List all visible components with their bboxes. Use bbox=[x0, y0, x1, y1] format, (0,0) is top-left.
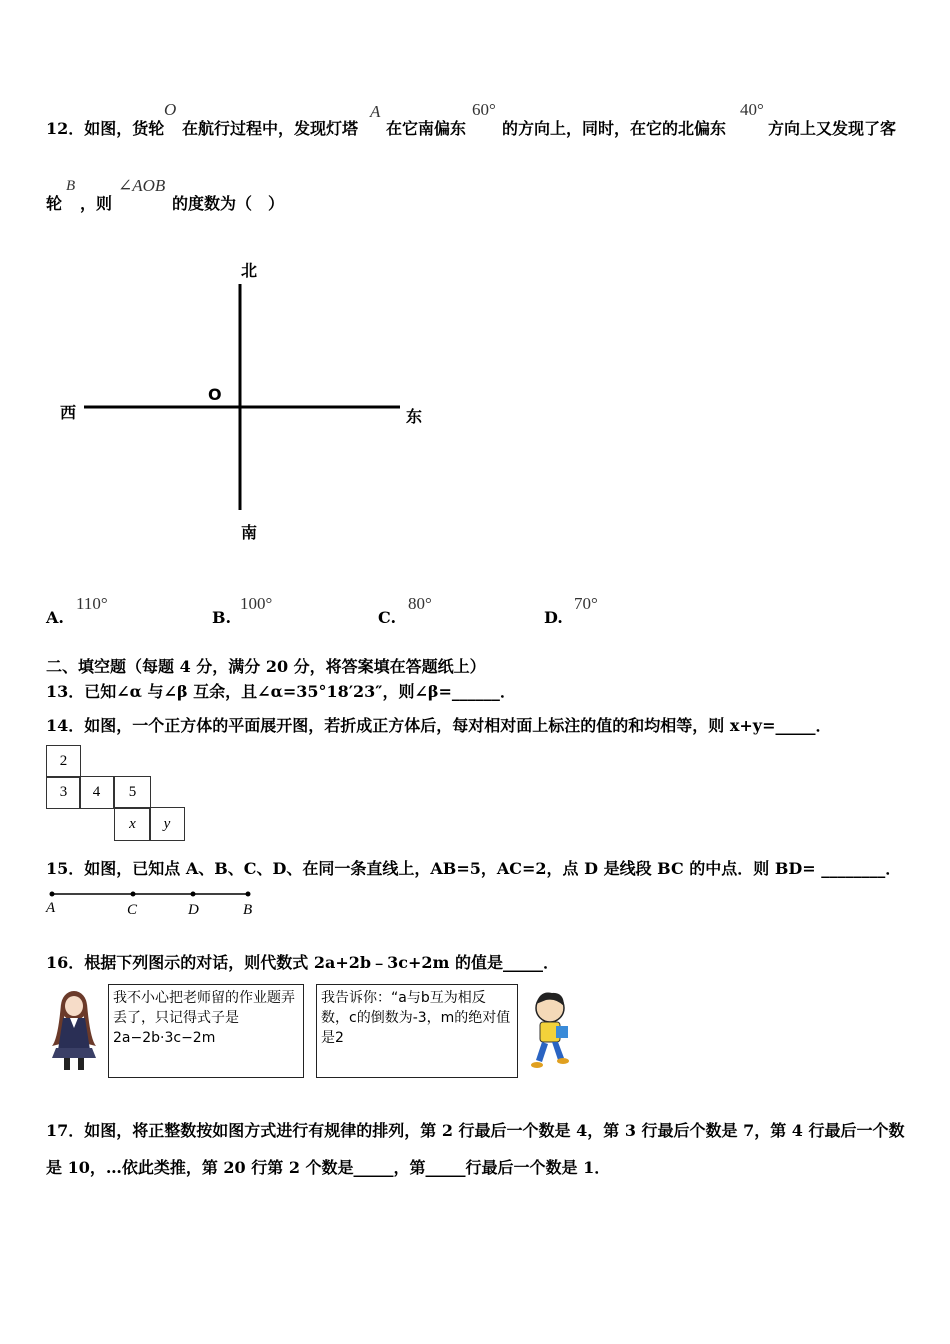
label-c: C bbox=[127, 902, 138, 918]
speech-bubble-1: 我不小心把老师留的作业题弄丢了，只记得式子是 2a−2b·3c−2m bbox=[108, 984, 304, 1078]
q12-angle-aob: ∠AOB bbox=[118, 176, 166, 195]
boy-illustration bbox=[526, 988, 574, 1072]
q17-line1: 17．如图，将正整数按如图方式进行有规律的排列，第 2 行最后一个数是 4，第 3 行最后个数是 7，第 4 行最后一个数 bbox=[46, 1121, 905, 1140]
net-cell: y bbox=[149, 807, 185, 841]
q12-text-3: 在它南偏东 bbox=[386, 119, 467, 138]
q12-text-5: 方向上又发现了客 bbox=[768, 119, 897, 138]
option-b-value: 100° bbox=[240, 594, 273, 613]
label-origin: O bbox=[208, 385, 222, 404]
option-a-value: 110° bbox=[76, 594, 108, 613]
label-a: A bbox=[46, 900, 56, 916]
q12-symbol-o: O bbox=[164, 100, 177, 119]
speech-bubble-2: 我告诉你：“a与b互为相反数，c的倒数为-3，m的绝对值是2 bbox=[316, 984, 518, 1078]
q12-symbol-a: A bbox=[370, 102, 381, 121]
label-b: B bbox=[243, 902, 253, 918]
point-b bbox=[246, 892, 251, 897]
q12-deg60: 60° bbox=[472, 100, 496, 119]
q12-line1: 12．如图，货轮 bbox=[46, 119, 165, 138]
option-b-letter: B. bbox=[212, 608, 232, 627]
q15-text: 15．如图，已知点 A、B、C、D、在同一条直线上，AB=5，AC=2，点 D 是线段 BC 的中点．则 BD= ________． bbox=[46, 859, 902, 878]
q17-line2: 是 10，…依此类推，第 20 行第 2 个数是_____，第_____行最后一个数是 1． bbox=[46, 1158, 611, 1177]
q13-text: 13．已知∠α 与∠β 互余，且∠α=35°18′23″，则∠β=______． bbox=[46, 682, 516, 701]
q12-text-6: 轮 bbox=[46, 194, 63, 213]
q12-symbol-b: B bbox=[66, 178, 76, 194]
q12-text-7: ，则 bbox=[80, 194, 113, 213]
option-a-letter: A. bbox=[46, 608, 64, 627]
compass-diagram bbox=[40, 250, 460, 550]
net-cell: 2 bbox=[46, 745, 81, 778]
number-line bbox=[40, 885, 270, 905]
point-d bbox=[191, 892, 196, 897]
label-north: 北 bbox=[241, 261, 258, 280]
girl-illustration bbox=[46, 984, 104, 1074]
q12-text-2: 在航行过程中，发现灯塔 bbox=[182, 119, 359, 138]
label-east: 东 bbox=[406, 407, 423, 426]
q14-text: 14．如图，一个正方体的平面展开图，若折成正方体后，每对相对面上标注的值的和均相等，则 x+y=_____． bbox=[46, 716, 832, 735]
label-south: 南 bbox=[241, 523, 258, 542]
q16-text: 16．根据下列图示的对话，则代数式 2a+2b﹣3c+2m 的值是_____． bbox=[46, 953, 559, 972]
label-west: 西 bbox=[60, 403, 77, 422]
q12-text-8: 的度数为（ ） bbox=[172, 194, 285, 213]
net-cell: 4 bbox=[79, 776, 114, 809]
point-a bbox=[50, 892, 55, 897]
net-cell: 5 bbox=[114, 776, 151, 809]
option-d-value: 70° bbox=[574, 594, 598, 613]
q12-text-4: 的方向上，同时，在它的北偏东 bbox=[502, 119, 727, 138]
option-c-value: 80° bbox=[408, 594, 432, 613]
net-cell: 3 bbox=[46, 776, 81, 809]
option-d-letter: D. bbox=[544, 608, 563, 627]
option-c-letter: C. bbox=[378, 608, 397, 627]
point-c bbox=[131, 892, 136, 897]
net-cell: x bbox=[114, 807, 151, 841]
section-heading: 二、填空题（每题 4 分，满分 20 分，将答案填在答题纸上） bbox=[46, 657, 486, 676]
q12-deg40: 40° bbox=[740, 100, 764, 119]
label-d: D bbox=[188, 902, 199, 918]
